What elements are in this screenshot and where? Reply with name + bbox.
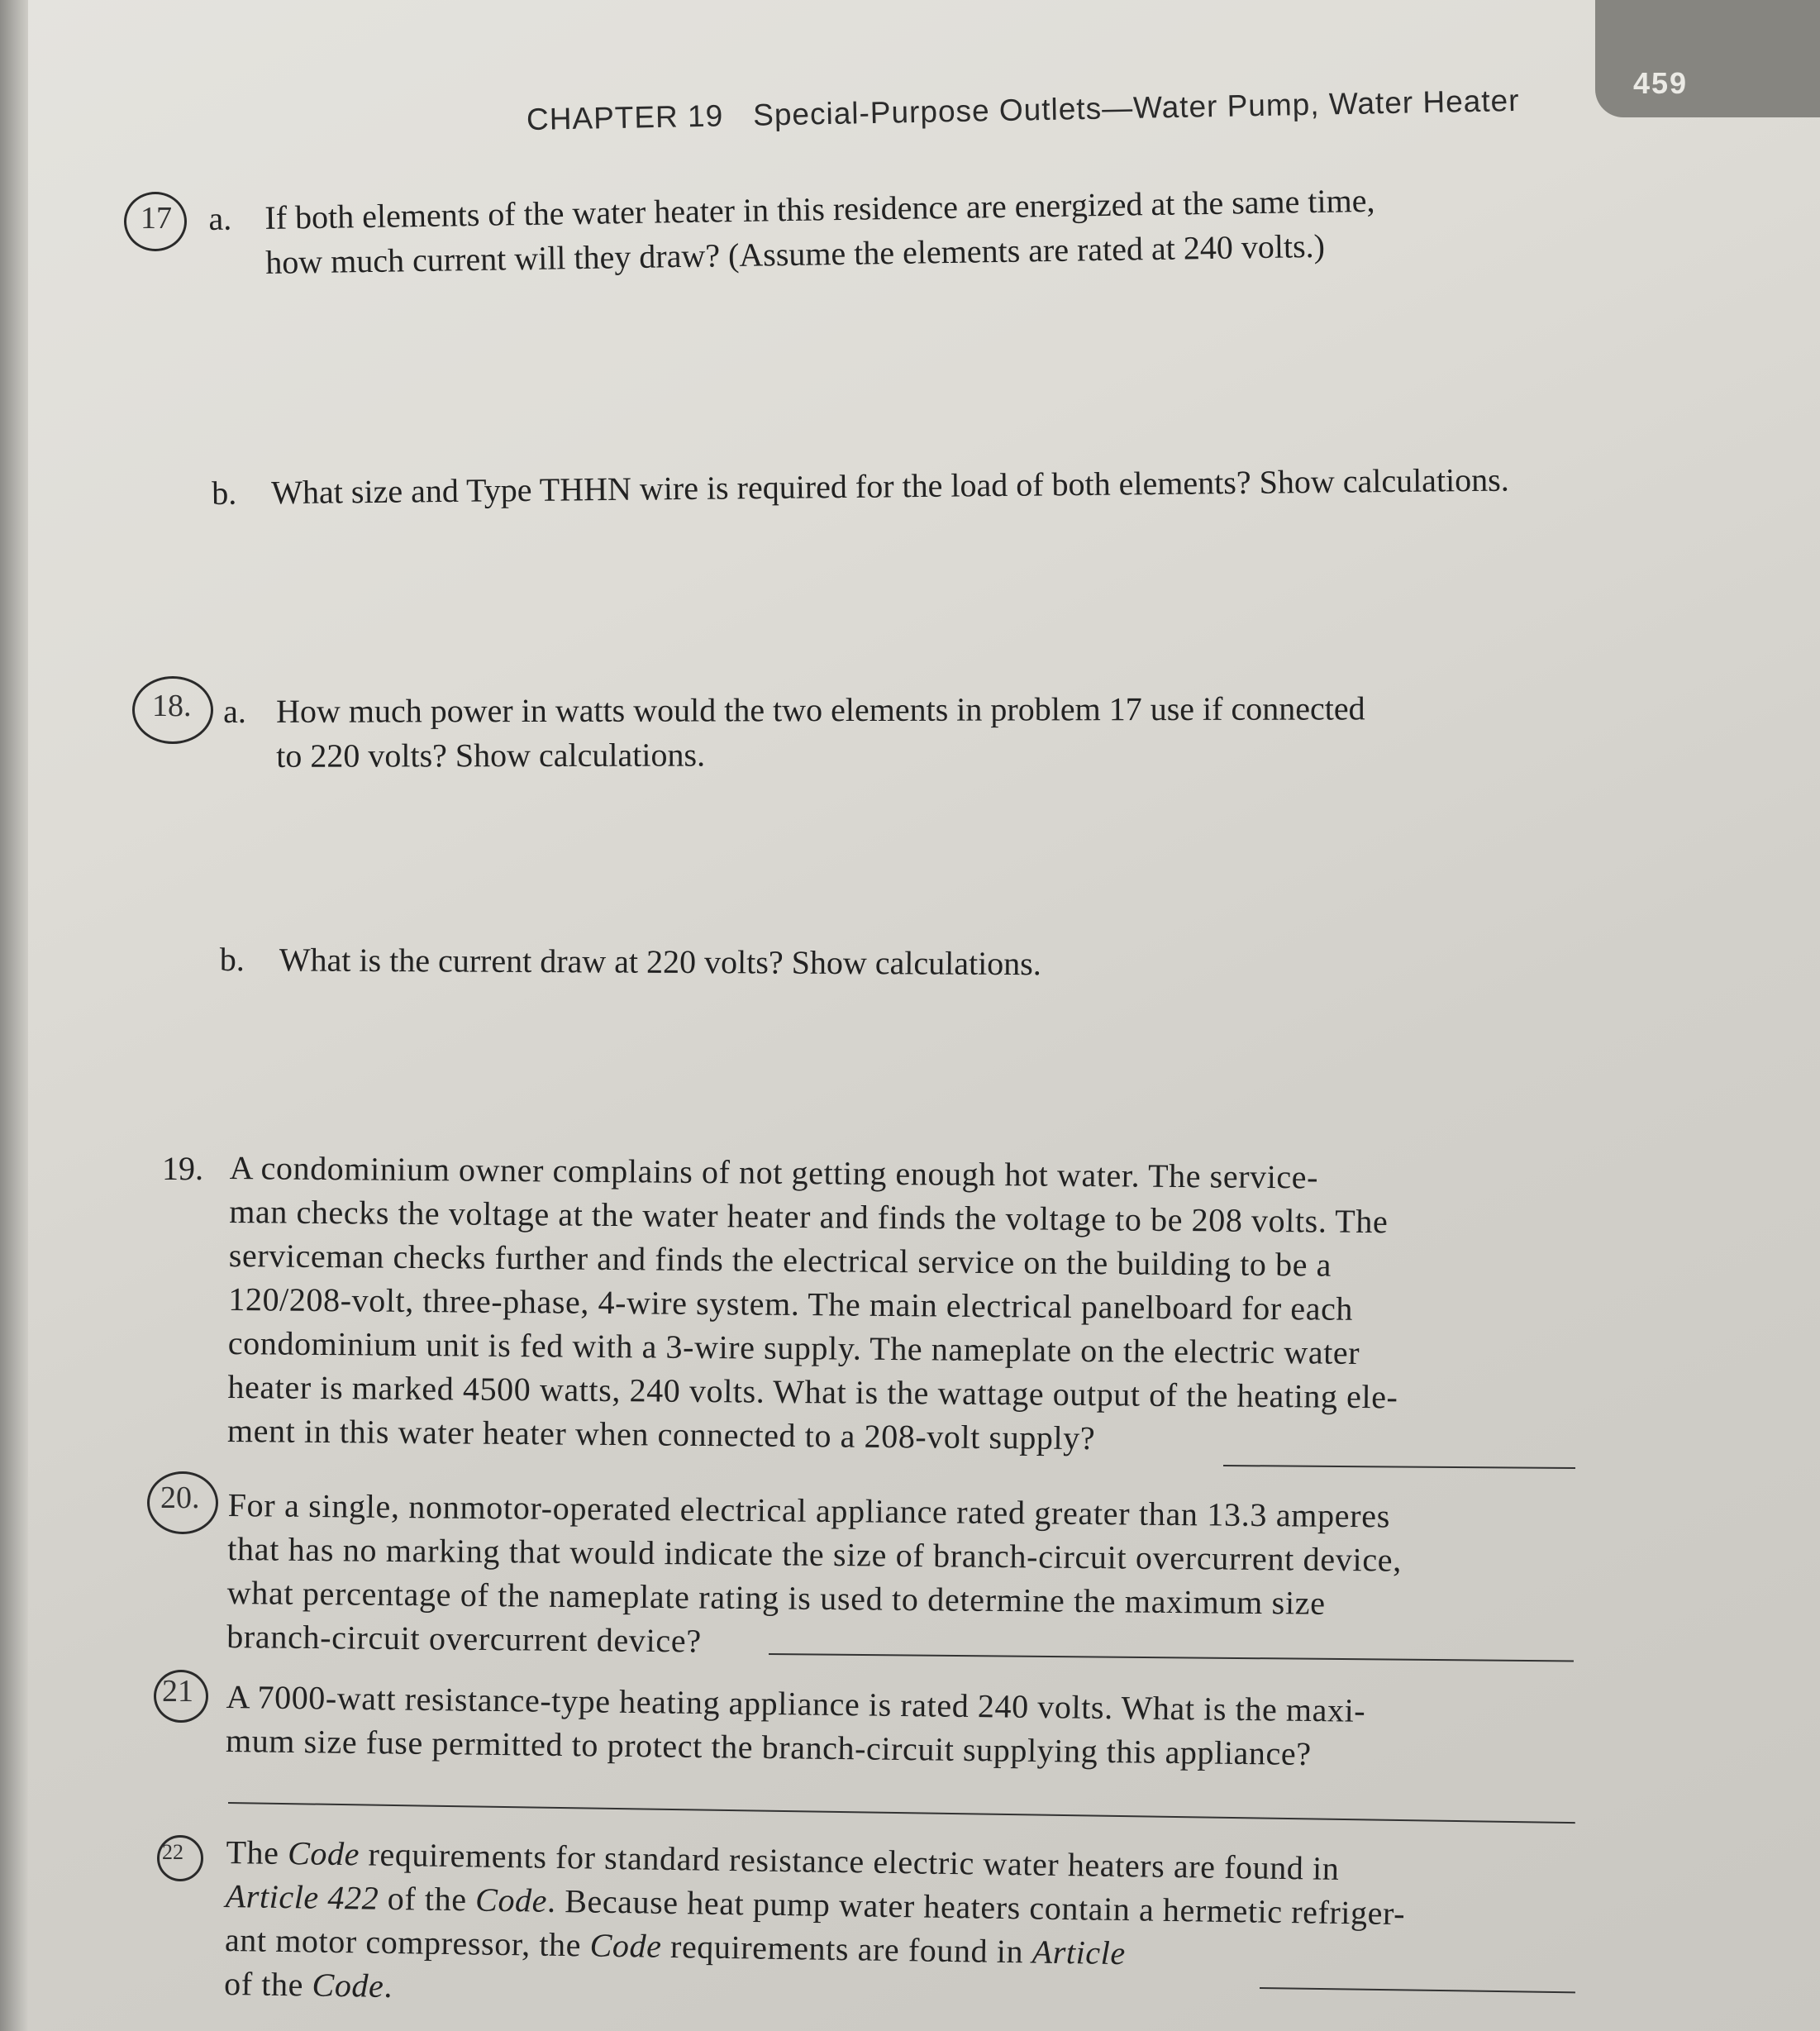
- q22-code-italic: Code: [589, 1926, 662, 1965]
- question-number-21: 21: [162, 1674, 193, 1709]
- chapter-title: Special-Purpose Outlets—Water Pump, Water Heater: [752, 83, 1520, 132]
- question-17a-line2: how much current will they draw? (Assume the elements are rated at 240 volts.): [264, 226, 1326, 281]
- question-19-line: 120/208-volt, three-phase, 4-wire system. The main electrical panelboard for each: [228, 1280, 1354, 1328]
- question-18b-text: What is the current draw at 220 volts? Show calculations.: [279, 941, 1041, 983]
- question-17b-text: What size and Type THHN wire is required for the load of both elements? Show calculations.: [271, 460, 1509, 512]
- question-number-17: 17: [141, 201, 172, 236]
- q22-text: ant motor compressor, the: [224, 1920, 591, 1964]
- q22-code-italic: Code: [287, 1834, 360, 1873]
- q22-code-italic: Code: [474, 1881, 548, 1919]
- q22-text: The: [226, 1833, 288, 1872]
- question-number-20: 20.: [160, 1480, 200, 1515]
- question-18a-line1: How much power in watts would the two elements in problem 17 use if connected: [276, 689, 1365, 730]
- question-19-line: ment in this water heater when connected to a 208-volt supply?: [226, 1411, 1096, 1457]
- q22-text: of the: [378, 1879, 476, 1919]
- q22-text: . Because heat pump water heaters contain a hermetic refriger-: [546, 1881, 1406, 1933]
- book-binding: [0, 0, 28, 2031]
- question-20-line: branch-circuit overcurrent device?: [226, 1617, 703, 1660]
- question-20-text: [226, 1483, 1403, 1670]
- question-18a-label: a.: [223, 692, 246, 730]
- question-19-line: heater is marked 4500 watts, 240 volts. What is the wattage output of the heating ele-: [227, 1367, 1398, 1416]
- question-19-line: man checks the voltage at the water heater and finds the voltage to be 208 volts. The: [229, 1192, 1389, 1241]
- question-19-line: A condominium owner complains of not getting enough hot water. The service-: [229, 1148, 1319, 1196]
- question-22-text: [224, 1830, 1406, 2023]
- question-20-line: that has no marking that would indicate the size of branch-circuit overcurrent device,: [227, 1529, 1403, 1579]
- question-19-text: [227, 1146, 1400, 1462]
- answer-blank-19[interactable]: [1223, 1465, 1575, 1469]
- page-number: 459: [1633, 66, 1689, 100]
- question-18a: [223, 686, 1365, 779]
- question-17b-label: b.: [212, 474, 237, 512]
- question-21-line: A 7000-watt resistance-type heating appliance is rated 240 volts. What is the maxi-: [226, 1677, 1366, 1729]
- q22-text: of the: [223, 1964, 312, 2004]
- page-number-tab: [1595, 0, 1820, 117]
- question-17b: [212, 458, 1509, 516]
- question-number-22: 22: [162, 1840, 183, 1864]
- question-19-line: serviceman checks further and finds the electrical service on the building to be a: [228, 1236, 1332, 1284]
- chapter-label: CHAPTER 19: [526, 98, 724, 136]
- q22-article-italic: Article 422: [225, 1876, 379, 1917]
- question-19-line: condominium unit is fed with a 3-wire supply. The nameplate on the electric water: [227, 1323, 1360, 1371]
- q22-article-italic: Article: [1031, 1933, 1127, 1972]
- answer-blank-21[interactable]: [228, 1802, 1575, 1824]
- question-20-line: For a single, nonmotor-operated electrical appliance rated greater than 13.3 amperes: [227, 1485, 1391, 1535]
- question-18b-label: b.: [219, 941, 245, 979]
- question-17a-label: a.: [208, 199, 232, 237]
- question-21-line: mum size fuse permitted to protect the branch-circuit supplying this appliance?: [225, 1721, 1312, 1773]
- question-17a: [208, 179, 1376, 286]
- q22-text: requirements are found in: [661, 1927, 1033, 1971]
- q22-text: .: [384, 1967, 393, 2005]
- question-18a-line2: to 220 volts? Show calculations.: [276, 736, 706, 775]
- question-17a-line1: If both elements of the water heater in this residence are energized at the same time,: [264, 181, 1375, 236]
- question-18b: [220, 937, 1041, 986]
- question-number-18: 18.: [152, 689, 192, 723]
- q22-text: requirements for standard resistance electric water heaters are found in: [359, 1835, 1340, 1887]
- question-number-19: 19.: [162, 1150, 203, 1187]
- running-head: [526, 83, 1520, 137]
- q22-code-italic: Code: [312, 1966, 384, 2005]
- question-21-text: [226, 1675, 1366, 1776]
- question-20-line: what percentage of the nameplate rating is used to determine the maximum size: [226, 1573, 1326, 1622]
